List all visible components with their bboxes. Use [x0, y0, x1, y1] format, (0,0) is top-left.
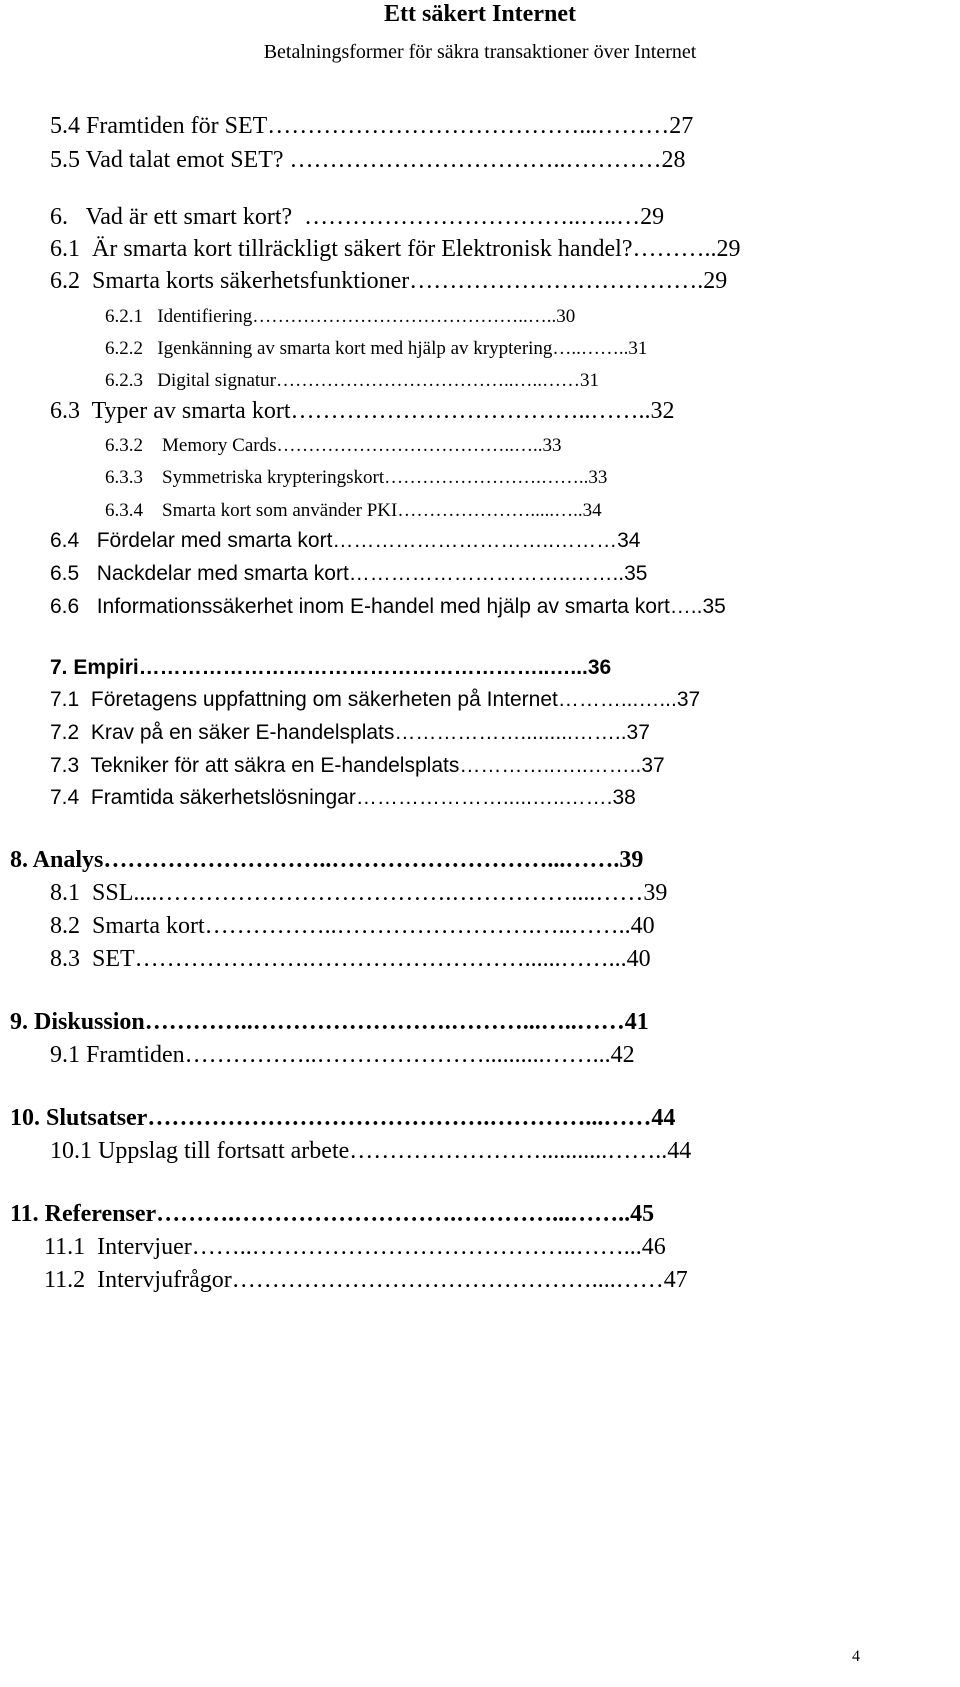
toc-entry-6-2-2: 6.2.2 Igenkänning av smarta kort med hjälp av kryptering…..……..31 [105, 338, 648, 359]
toc-entry-6-2-3: 6.2.3 Digital signatur………………………………..…..……31 [105, 370, 599, 391]
toc-entry-11: 11. Referenser……….……………………….…………...……..45 [10, 1201, 655, 1227]
toc-entry-8: 8. Analys………………………..………………………...…….39 [10, 847, 644, 873]
toc-entry-11-2: 11.2 Intervjufrågor………………………………………....……47 [44, 1267, 688, 1293]
toc-entry-7-2: 7.2 Krav på en säker E-handelsplats……………….........……..37 [50, 721, 650, 744]
toc-entry-9-1: 9.1 Framtiden……………..…………………..........……...42 [50, 1042, 635, 1068]
toc-entry-7-3: 7.3 Tekniker för att säkra en E-handelsplats…………..…..……..37 [50, 754, 665, 777]
toc-entry-8-2: 8.2 Smarta kort……………..…………………….…..……..40 [50, 913, 655, 939]
toc-entry-11-1: 11.1 Intervjuer……..…………………………………..……...46 [44, 1234, 666, 1260]
toc-entry-8-1: 8.1 SSL....……………………………….……………....……39 [50, 880, 668, 906]
toc-entry-6-6: 6.6 Informationssäkerhet inom E-handel med hjälp av smarta kort…..35 [50, 595, 726, 618]
toc-entry-5-4: 5.4 Framtiden för SET…………………………………...………27 [50, 113, 694, 139]
toc-entry-6-2: 6.2 Smarta korts säkerhetsfunktioner……………………………….29 [50, 268, 728, 294]
toc-entry-6-3-2: 6.3.2 Memory Cards………………………………..…..33 [105, 435, 562, 456]
toc-entry-6-4: 6.4 Fördelar med smarta kort…………………………..………34 [50, 529, 641, 552]
toc-entry-6-5: 6.5 Nackdelar med smarta kort…………………………..……..35 [50, 562, 648, 585]
toc-entry-9: 9. Diskussion…………..…………………….………...…..……41 [10, 1009, 649, 1035]
page-number: 4 [852, 1648, 860, 1665]
toc-entry-7-4: 7.4 Framtida säkerhetslösningar………………….....…..…….38 [50, 786, 636, 809]
toc-entry-6-1: 6.1 Är smarta kort tillräckligt säkert för Elektronisk handel?………..29 [50, 236, 741, 262]
toc-entry-10-1: 10.1 Uppslag till fortsatt arbete……………………...........……..44 [50, 1138, 692, 1164]
toc-entry-5-5: 5.5 Vad talat emot SET? ……………………………..…………28 [50, 147, 686, 173]
toc-entry-6: 6. Vad är ett smart kort? ……………………………..…..…29 [50, 204, 665, 230]
toc-entry-6-3-3: 6.3.3 Symmetriska krypteringskort…………………….……..33 [105, 467, 608, 488]
toc-entry-6-3: 6.3 Typer av smarta kort………………………………..……..32 [50, 398, 675, 424]
toc-entry-6-2-1: 6.2.1 Identifiering……………………………………..…..30 [105, 306, 576, 327]
document-subtitle: Betalningsformer för säkra transaktioner över Internet [263, 41, 697, 63]
toc-entry-10: 10. Slutsatser…………………………………….…………...……44 [10, 1105, 676, 1131]
toc-entry-7: 7. Empiri…………………………………………………..…...36 [50, 656, 612, 679]
toc-entry-7-1: 7.1 Företagens uppfattning om säkerheten på Internet………...…...37 [50, 688, 701, 711]
toc-entry-8-3: 8.3 SET………………….………………………......……...40 [50, 946, 651, 972]
document-title: Ett säkert Internet [384, 1, 576, 27]
toc-entry-6-3-4: 6.3.4 Smarta kort som använder PKI………………….....…..34 [105, 500, 602, 521]
